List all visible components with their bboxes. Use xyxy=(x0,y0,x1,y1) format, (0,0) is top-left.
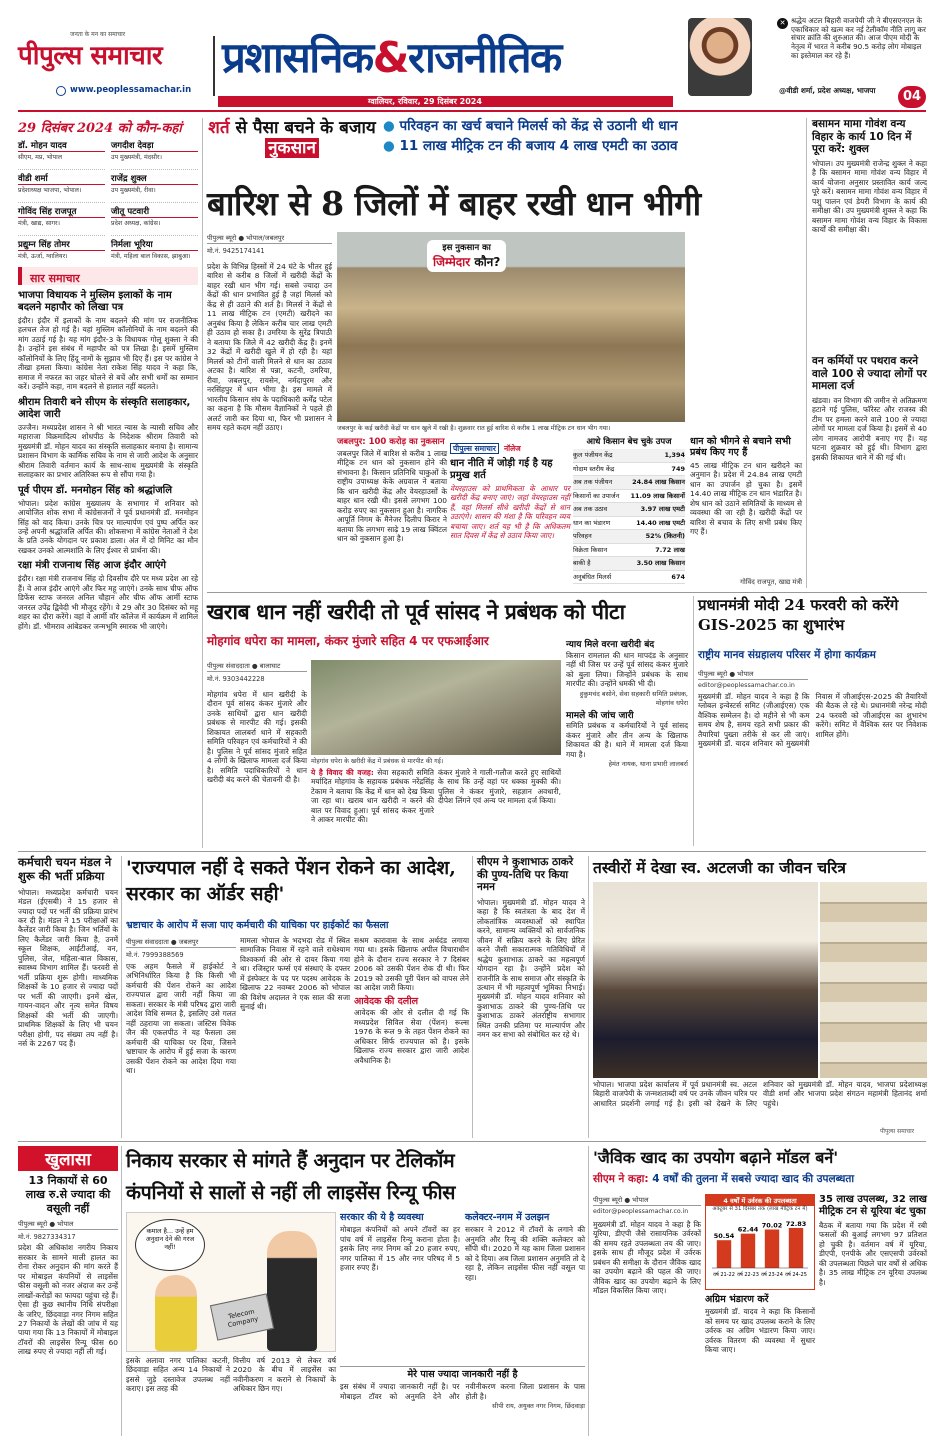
who-where-heading: 29 दिसंबर 2024 को कौन-कहां xyxy=(18,121,182,136)
cartoon-figure-right xyxy=(267,1231,317,1351)
stats-table-row xyxy=(573,503,685,517)
modi-byline-box xyxy=(698,668,808,690)
mohgaon-byline: पीपुल्स संवाददाता ● बालाघाट xyxy=(207,660,307,672)
chart-category-label: वर्ष 24-25 xyxy=(785,1271,807,1278)
lead-photo-tag xyxy=(427,240,506,272)
person-name: निर्मला भूरिया xyxy=(111,239,198,251)
chart-bar xyxy=(741,1234,755,1268)
modi-column-rule xyxy=(693,596,694,846)
stats-value: 3.97 लाख एमटी xyxy=(640,505,685,513)
who-where-grid xyxy=(18,140,198,269)
mohgaon-quote-box xyxy=(566,640,688,846)
person-place: मंत्री, महिला बाल विकास, झाबुआ। xyxy=(111,253,191,260)
who-where-person xyxy=(111,206,198,236)
atal-caption: भोपाल। भाजपा प्रदेश कार्यालय में पूर्व प्रधानमंत्री स्व. अटल बिहारी वाजपेयी के जन्मशताब्दी वर्ष पर उनके जीवन चरित्र पर आधारित प्रदर्शनी लगाई गई है। इसी को देखने के लिए शनिवार को मुख्यमंत्री डॉ. मोहन यादव, भाजपा प्रदेशाध्यक्ष वीडी शर्मा और भाजपा प्रदेश संगठन महामंत्री हितानंद शर्मा पहुंचे। xyxy=(593,1080,927,1108)
jaivik-col2-box xyxy=(705,1294,815,1436)
fertilizer-chart xyxy=(705,1194,815,1290)
saar-item-title: पूर्व पीएम डॉ. मनमोहन सिंह को श्रद्धांजलि xyxy=(18,484,172,496)
saar-item-body: इंदौर। रक्षा मंत्री राजनाथ सिंह दो दिवसीय दौरे पर मध्य प्रदेश आ रहे हैं। वे आज इंदौर आएंगे और फिर महू जाएंगे। उनके साथ चीफ ऑफ डिफेंस स्टाफ जनरल अनिल चौहान और चीफ ऑफ आर्मी स्टाफ जनरल उपेंद्र द्विवेदी भी मौजूद रहेंगे। वे 29 और 30 दिसंबर को महू शहर का दौरा करेंगे। वहां वे आर्मी वॉर कॉलेज में कार्यक्रम में शामिल होंगे। डॉ. भीमराव आंबेडकर जन्मभूमि स्मारक भी जाएंगे। xyxy=(18,574,198,631)
atal-credit: पीपुल्स समाचार xyxy=(880,1128,915,1135)
jaivik-col3: बैठक में बताया गया कि प्रदेश में रबी फसलों की बुआई लगभग 97 प्रतिशत हो चुकी है। वर्तमान वर्ष में यूरिया, डीएपी, एनपीके और एसएसपी उर्वरकों की उपलब्धता पिछले चार वर्षों से अधिक है। 35 लाख मीट्रिक टन यूरिया उपलब्ध है। xyxy=(819,1221,927,1287)
bullet-1-text: परिवहन का खर्च बचाने मिलर्स को केंद्र से उठानी थी धान xyxy=(399,118,678,134)
photo-tag-line-2: जिम्मेदार xyxy=(433,255,471,269)
stats-table-title: आधे किसान बेच चुके उपज xyxy=(586,437,672,447)
chart-bar xyxy=(789,1228,803,1268)
who-where-box xyxy=(18,118,198,258)
kushabhau-rule xyxy=(472,856,473,1138)
saar-samachar-text: सार समाचार xyxy=(30,272,80,285)
lead-body-col2 xyxy=(207,410,332,588)
who-where-person xyxy=(18,173,105,203)
brand-logo[interactable]: पीपुल्स समाचार xyxy=(18,41,163,71)
mohgaon-headline: खराब धान नहीं खरीदी तो पूर्व सांसद ने प्रबंधक को पीटा xyxy=(207,599,625,624)
jaivik-byline-box xyxy=(593,1194,701,1218)
pension-col1: एक अहम फैसले में हाईकोर्ट ने अभिनिर्धारित किया है कि किसी भी कर्मचारी की पेंशन रोकने का आदेश राज्यपाल द्वारा जारी नहीं किया जा सकता। सरकार के मंत्री परिषद द्वारा जारी आदेश विधि सम्मत है, इसलिए उसे गलत नहीं ठहराया जा सकता। जस्टिस विवेक जैन की एकलपीठ ने यह फैसला उस कर्मचारी की याचिका पर दिया, जिसने भ्रष्टाचार के आरोप में हुई सजा के कारण उसकी पेंशन रोकने का आदेश दिया गया था। xyxy=(126,962,236,1076)
person-place: उप मुख्यमंत्री, रीवा। xyxy=(111,187,156,194)
telecom-col3-title: सरकार की ये है व्यवस्था xyxy=(340,1212,424,1223)
modi-sub: राष्ट्रीय मानव संग्रहालय परिसर में होगा कार्यक्रम xyxy=(698,649,876,661)
saar-list xyxy=(18,290,198,860)
right-story-1 xyxy=(812,118,927,350)
brand-tagline: जनता के मन का समाचार xyxy=(70,31,126,38)
who-where-person xyxy=(18,206,105,236)
pension-sub: भ्रष्टाचार के आरोप में सजा पाए कर्मचारी की याचिका पर हाईकोर्ट का फैसला xyxy=(126,920,389,931)
section-title-amp: & xyxy=(372,33,408,82)
stats-label: अब तक उठाव xyxy=(573,505,608,513)
right-story-2-body: खंडवा। वन विभाग की जमीन से अतिक्रमण हटाने गई पुलिस, फॉरेस्ट और राजस्व की टीम पर हमला करने वाले 100 से ज्यादा लोगों पर मामला दर्ज किया है। इसमें से 40 लोग नामजद आरोपी बनाए गए हैं। यह घटना शुक्रवार को हुई थी। विभाग द्वारा इसकी शिकायत थाने में की गई थी। xyxy=(812,395,927,462)
stats-label: बाकी है xyxy=(573,559,591,567)
telecom-col4: सरकार ने 2012 में टॉवरों के लगाने की अनुमति और रिन्यू की शक्ति कलेक्टर को सौंपी थी। 2020 में यह काम जिला प्रशासन को दे दिया। अब जिला प्रशासन अनुमति तो दे रहा है, लेकिन लाइसेंस फीस नहीं वसूल पा रहा। xyxy=(465,1225,585,1282)
globe-icon xyxy=(56,86,66,96)
modi-email: editor@peoplessamachar.co.in xyxy=(698,682,795,689)
saar-item-body: उज्जैन। मध्यप्रदेश शासन ने श्री भारत न्यास के न्यासी सचिव और महाराजा विक्रमादित्य शोधपीठ के निदेशक श्रीराम तिवारी को मुख्यमंत्री डॉ. मोहन यादव का संस्कृति सलाहकार बनाया है। सामान्य प्रशासन विभाग के कार्मिक सचिव के नाम से जारी आदेश के अनुसार श्रीराम तिवारी वर्तमान कार्य के साथ-साथ मुख्यमंत्री के संस्कृति सलाहकार का प्रभार अतिरिक्त रूप से सौंपा गया है। xyxy=(18,422,198,480)
karmchari-body: भोपाल। मध्यप्रदेश कर्मचारी चयन मंडल (ईएसबी) ने 15 हजार से ज्यादा पदों पर भर्ती की प्रक्रिया प्रारंभ कर दी है। मंडल ने 15 परीक्षाओं का कैलेंडर जारी किया है। जिन भर्तियों के लिए कैलेंडर जारी किया है, उनमें स्कूल शिक्षक, आईटीआई, वन, पुलिस, जेल, महिला-बाल विकास, स्वास्थ्य विभाग शामिल हैं। फरवरी से भर्ती प्रक्रिया शुरू होगी। माध्यमिक शिक्षकों के 10 हजार से ज्यादा पदों पर भर्ती की जाएगी। इनमें खेल, गायन-वादन और नृत्य समेत विषय शिक्षकों की भर्ती की जाएगी। प्राथमिक शिक्षकों के लिए भी चयन परीक्षा होगी, पद संख्या तय नहीं है। नर्स के 2267 पद हैं। xyxy=(18,887,118,1049)
lead-kicker xyxy=(207,118,377,178)
bullet-dot-icon: ● xyxy=(383,118,395,134)
section-title-part-1: प्रशासनिक xyxy=(222,33,373,82)
chart-bar xyxy=(765,1229,779,1268)
person-name: जीतू पटवारी xyxy=(111,206,198,218)
person-name: गोविंद सिंह राजपूत xyxy=(18,206,105,218)
stats-table-row xyxy=(573,544,685,558)
karmchari-box xyxy=(18,856,118,1138)
telecom-quote-by: सीपी राय, अयुक्त नगर निगम, छिंदवाड़ा xyxy=(492,1402,585,1411)
stats-label: गोदाम स्तरीय केंद्र xyxy=(573,464,615,473)
khulasa-body: प्रदेश की अधिकांश नगरीय निकाय सरकार के सामने माली हालत का रोना रोकर अनुदान की मांग करते हैं पर मोबाइल कंपनियों से लाइसेंस फीस वसूली को नजर अंदाज कर उन्हें लाखों-करोड़ों का फायदा पहुंचा रहे हैं। ऐसा ही कुछ स्थानीय निधि संपरीक्षा के जरिए, छिंदवाड़ा नगर निगम सहित 27 निकायों के लेखों की जांच में यह पाया गया कि 13 निकायों में मोबाइल टॉवरों की लाइसेंस रिन्यू फीस 60 लाख रुपए से ज्यादा नहीं ली गई। xyxy=(18,1243,118,1357)
stats-table-row xyxy=(573,530,685,544)
stats-label: अब तक पंजीयन xyxy=(573,478,613,486)
kushabhau-body: भोपाल। मुख्यमंत्री डॉ. मोहन यादव ने कहा है कि स्वतंत्रता के बाद देश में लोकतांत्रिक व्यवस्थाओं को स्थापित करने, सामान्य व्यक्तियों को सार्वजनिक जीवन में सक्रिय करने के लिए प्रेरित करने जैसी सकारात्मक गतिविधियों में श्रद्धेय कुशाभाऊ ठाकरे का महत्वपूर्ण योगदान रहा है। उन्होंने प्रदेश को राजनीति के साथ समाज और संस्कृति के उत्थान में भी महत्वपूर्ण भूमिका निभाई। मुख्यमंत्री डॉ. मोहन यादव शनिवार को कुशाभाऊ ठाकरे की पुण्य-तिथि पर कुशाभाऊ ठाकरे अंतर्राष्ट्रीय सभागार स्थित उनकी प्रतिमा पर माल्यार्पण और नमन कर सभा को संबोधित कर रहे थे। xyxy=(477,897,585,1040)
saar-samachar-label xyxy=(18,267,198,285)
niti-tag-2: नॉलेज xyxy=(503,444,521,453)
mohgaon-quote-body-2: समिति प्रबंधक व कर्मचारियों ने पूर्व सांसद कंकर मुंजारे और तीन अन्य के खिलाफ शिकायत की है। थाने में मामला दर्ज किया गया है। xyxy=(566,721,688,759)
khulasa-box xyxy=(18,1146,118,1436)
who-where-person xyxy=(18,140,105,170)
saar-item-body: भोपाल। प्रदेश कांग्रेस मुख्यालय के सभागार में शनिवार को आयोजित शोक सभा में कांग्रेसजनों ने पूर्व प्रधानमंत्री डॉ. मनमोहन सिंह को याद किया। उनके चित्र पर माल्यार्पण एवं पुष्प अर्पित कर उन्हें अपनी श्रद्धांजलि अर्पित की। शोकसभा में कांग्रेस नेताओं ने देश के प्रति उनके योगदान पर प्रकाश डाला। अंत में दो मिनिट का मौन रखकर उनको आत्मशांति के लिए ईश्वर से प्रार्थना की। xyxy=(18,498,198,555)
right-story-2-title: वन कर्मियों पर पथराव करने वाले 100 से ज्यादा लोगों पर मामला दर्ज xyxy=(812,355,927,393)
chart-bar xyxy=(717,1240,731,1268)
telecom-col4-box xyxy=(465,1212,585,1362)
jabalpur-title: जबलपुर: 100 करोड़ का नुकसान xyxy=(337,437,445,447)
telecom-col3: मोबाइल कंपनियों को अपने टॉवरों का हर पांच वर्ष में लाइसेंस रिन्यू कराना होता है। इसके लिए नगर निगम को 20 हजार रुपए, नगर पालिका में 15 और नगर परिषद में 5 हजार रुपए हैं। xyxy=(340,1225,460,1273)
stats-value: 24.84 लाख किसान xyxy=(632,478,685,486)
person-name: जगदीश देवड़ा xyxy=(111,140,198,152)
chart-value-label: 50.54 xyxy=(713,1232,735,1241)
khulasa-byline: पीपुल्स ब्यूरो ● भोपाल xyxy=(18,1218,118,1230)
stats-table-row xyxy=(573,476,685,490)
cartoon-speech-text: कमाल है... उन्हें हम अनुदान देने की गरज नहीं! xyxy=(145,1227,195,1251)
saar-item-title: भाजपा विधायक ने मुस्लिम इलाकों के नाम बदलने महापौर को लिखा पत्र xyxy=(18,290,172,313)
pension-headline: 'राज्यपाल नहीं दे सकते पेंशन रोकने का आदेश, सरकार का ऑर्डर सही' xyxy=(126,857,456,905)
kicker-word-c: नुकसान xyxy=(265,138,319,158)
saar-item xyxy=(18,485,198,556)
stats-value: 749 xyxy=(671,464,685,473)
right-column-rule xyxy=(806,118,807,588)
chart-category-label: वर्ष 21-22 xyxy=(713,1271,735,1278)
minister-side-body: 45 लाख मीट्रिक टन धान खरीदने का अनुमान है। प्रदेश में 24.84 लाख एमटी धान का उपार्जन हो चुका है। इसमें 14.40 लाख मीट्रिक टन धान भंडारित है। शेष धान को उठाने समितियों के माध्यम से व्यवस्था की जा रही है। खरीदी केंद्रों पर बारिश से बचाव के लिए सभी प्रबंध किए गए हैं। xyxy=(690,460,802,537)
modi-body: मुख्यमंत्री डॉ. मोहन यादव ने कहा है कि ग्लोबल इन्वेस्टर्स समिट (जीआईएस) एक वैश्विक सम्मेलन है। दो महीने से भी कम समय शेष है, समय रहते सभी प्रकार की तैयारियां पुख्ता तरीके से कर ली जाएं। मुख्यमंत्री डॉ. यादव शनिवार को मुख्यमंत्री निवास में जीआईएस-2025 की तैयारियों की बैठक ले रहे थे। प्रधानमंत्री नरेन्द्र मोदी 24 फरवरी को जीआईएस का शुभारंभ करेंगे। समिट में वैश्विक स्तर पर निवेशक शामिल होंगे। xyxy=(698,692,927,749)
niti-box xyxy=(450,436,570,586)
chart-value-label: 62.44 xyxy=(737,1225,759,1234)
lead-bullets xyxy=(383,118,685,178)
atal-photo-main[interactable] xyxy=(593,882,818,1078)
mohgaon-quote-title-2: मामले की जांच जारी xyxy=(566,710,634,721)
pension-byline-box xyxy=(126,936,236,960)
mid-rule-1 xyxy=(207,592,927,593)
stats-table-row xyxy=(573,517,685,531)
who-where-person xyxy=(111,239,198,269)
stats-table xyxy=(573,449,685,584)
pension-col3-b: आवेदक की ओर से दलील दी गई कि मध्यप्रदेश सिविल सेवा (पेंशन) रूल्स 1976 के रूल 9 के तहत पेंशन रोकने का अधिकार सिर्फ राज्यपाल को है। इसके खिलाफ राज्य सरकार द्वारा जारी आदेश अवैधानिक है। xyxy=(354,1008,469,1065)
niti-tag: पीपुल्स समाचार xyxy=(450,443,499,454)
khulasa-title: 13 निकायों से 60 लाख रु.से ज्यादा की वसूली नहीं xyxy=(25,1174,111,1215)
stats-label: विक्रेता किसान xyxy=(573,545,608,554)
saar-item-title: रक्षा मंत्री राजनाथ सिंह आज इंदौर आएंगे xyxy=(18,560,167,572)
saar-item xyxy=(18,397,198,480)
saar-item xyxy=(18,290,198,392)
telecom-quote-box xyxy=(340,1366,585,1436)
saar-item xyxy=(18,560,198,631)
section-title xyxy=(222,28,561,85)
website-link[interactable]: www.peoplessamachar.in xyxy=(70,85,192,95)
mohgaon-col1: मोहगांव धपेरा में धान खरीदी के दौरान पूर्व सांसद कंकर मुंजारे और उनके साथियों द्वारा धान खरीदी प्रबंधक से मारपीट की गई। इसकी शिकायत लालबर्रा थाने में सहकारी समिति परिवहन एवं कर्मचारियों ने की है। पुलिस ने पूर्व सांसद मुंजारे सहित 4 लोगों के खिलाफ मामला दर्ज किया है। समिति पदाधिकारियों ने धान खरीदी बंद करने की चेतावनी दी है। xyxy=(207,690,307,785)
mohgaon-quote-title: न्याय मिले वरना खरीदी बंद xyxy=(566,640,655,650)
stats-label: अनुबंधित मिलर्स xyxy=(573,572,612,581)
cartoon-case-label: Telecom Company xyxy=(227,1307,260,1330)
cartoon-briefcase xyxy=(210,1293,274,1340)
person-name: प्रद्युम्न सिंह तोमर xyxy=(18,239,105,251)
right-story-2 xyxy=(812,355,927,587)
bullet-2-text: 11 लाख मीट्रिक टन की बजाय 4 लाख एमटी का उठाव xyxy=(399,137,678,154)
minister-side-byline: गोविंद राजपूत, खाद्य मंत्री xyxy=(740,577,802,586)
jaivik-col3-title: 35 लाख उपलब्ध, 32 लाख मीट्रिक टन से यूरिया बंट चुका xyxy=(819,1194,927,1217)
chart-plot xyxy=(706,1214,814,1282)
masthead-divider xyxy=(213,36,215,96)
stats-table-row xyxy=(573,449,685,463)
lead-headline: बारिश से 8 जिलों में बाहर रखी धान भीगी xyxy=(207,184,701,223)
khulasa-label: खुलासा xyxy=(18,1146,118,1171)
stats-label: किसानों का उपार्जन xyxy=(573,491,620,500)
mohgaon-quote-body: किसान रामलाल की धान मापदंड के अनुसार नहीं थी जिस पर उन्हें पूर्व सांसद कंकर मुंजारे को बुला लिया। जिन्होंने प्रबंधक के साथ मारपीट की। उन्होंने धमकी भी दी। xyxy=(566,650,688,689)
kushabhau-title: सीएम ने कुशाभाऊ ठाकरे की पुण्य-तिथि पर किया नमन xyxy=(477,856,574,894)
right-story-1-body: भोपाल। उप मुख्यमंत्री राजेन्द्र शुक्ल ने कहा है कि बसामन मामा गोवंश वन्य विहार में कार्य योजना अनुसार प्रस्तावित कार्य जल्द पूरे करें। बसामन मामा गोवंश वन्य विहार में पशु पालन एवं डेयरी विभाग के कार्य की समीक्षा की। उप मुख्यमंत्री शुक्ल ने कहा कि बसामन मामा गोवंश वन्य विहार के विकास कार्यों की समीक्षा की। xyxy=(812,158,927,235)
stats-label: परिवहन xyxy=(573,532,592,540)
niti-body: वेयरहाउस को प्राथमिकता के आधार पर खरीदी केंद्र बनाए जाएं। जहां वेयरहाउस नहीं हैं, वहां मिलर्स सीधे खरीदी केंद्रों से धान उठाएंगे। शासन की मंशा है कि परिवहन व्यय बचाया जाए। शर्त यह भी है कि अधिकतम सात दिवस में केंद्र से उठाव किया जाए। xyxy=(450,484,570,541)
mohgaon-byline-box xyxy=(207,660,307,690)
lead-bullet-2 xyxy=(383,136,685,158)
mohgaon-photo-caption: मोहगांव धपेरा के खरीदी केंद्र में प्रबंधक से मारपीट की गई। xyxy=(311,758,444,765)
chart-value-label: 70.02 xyxy=(761,1221,783,1230)
telecom-col3-box xyxy=(340,1212,460,1362)
stats-value: 52% (कितनी) xyxy=(645,532,685,540)
jaivik-sub-a: सीएम ने कहा: xyxy=(593,1173,649,1185)
person-place: सीएम, मप्र, भोपाल xyxy=(18,154,63,161)
chart-category-label: वर्ष 22-23 xyxy=(737,1271,759,1278)
lead-mobile: मो.नं. 9425174141 xyxy=(207,247,265,255)
stats-value: 3.50 लाख किसान xyxy=(636,559,685,567)
mohgaon-col2-text: सेवा सहकारी समिति मर्यादित मोहगांव के सहायक प्रबंधक नरेंद्रसिंह टेकाम ने बताया कि केंद्र में धान को देख किया जा रहा था। खराब धान खरीदी न करने की बात पर विवाद हुआ। पूर्व सांसद कंकर मुंजारे ने आकर मारपीट की। xyxy=(311,768,434,825)
jaivik-col2: मुख्यमंत्री डॉ. यादव ने कहा कि किसानों को समय पर खाद उपलब्ध कराने के लिए उर्वरक का अग्रिम भंडारण किया जाए। उर्वरक वितरण की व्यवस्था में सुधार किया जाए। xyxy=(705,1307,815,1355)
telecom-col2: वित्तीय वर्ष 2013 से लेकर वर्ष 2020 के बीच में लाइसेंस का नवीनीकरण न कराने से निकायों के अधिकार छिन गए। xyxy=(233,1356,336,1394)
lead-photo-paddy-sacks[interactable] xyxy=(337,232,685,422)
mohgaon-sub: मोहगांव धपेरा का मामला, कंकर मुंजारे सहित 4 पर एफआईआर xyxy=(207,634,489,648)
page-number: 04 xyxy=(898,86,926,108)
stats-value: 674 xyxy=(671,572,685,581)
pension-col3: सश्रम कारावास के साथ अर्थदंड लगाया गया था। इसके खिलाफ अपील विचाराधीन होने के दौरान राज्य सरकार ने 7 दिसंबर 2006 को उसकी पेंशन रोक दी थी। फिर 2019 को उसकी पूरी पेंशन को वापस लेने का आदेश जारी किया। xyxy=(354,936,469,993)
photo-tag-line-1: इस नुकसान का xyxy=(442,243,491,253)
minister-side-box xyxy=(690,436,802,588)
stats-value: 7.72 लाख xyxy=(655,545,685,554)
jaivik-sub xyxy=(593,1172,927,1188)
pension-col3-box xyxy=(354,936,469,1136)
kicker-word-a: शर्त xyxy=(208,118,230,138)
mid-rule-2 xyxy=(18,851,926,852)
modi-byline: पीपुल्स ब्यूरो ● भोपाल xyxy=(698,668,808,680)
saar-item-body: इंदौर। इंदौर में इलाकों के नाम बदलने की मांग पर राजनीतिक हलचल तेज हो गई है। यहां मुस्लिम कॉलोनियों के नाम बदलने की मांग उठाई गई है। यह मांग इंदौर-3 के विधायक गोलू शुक्ला ने की है। उन्होंने इस संबंध में महापौर को पत्र लिखा है। इसमें मुस्लिम कॉलोनियों के लिए हिंदू नामों के सुझाव भी दिए हैं। इस पर कांग्रेस ने तीखा हमला किया। कांग्रेस नेता राकेश सिंह यादव ने कहा कि, समाज में नफरत का जहर घोलने से बचें और सभी धर्मों का सम्मान करें। उन्होंने कहा, नाम बदलने से हालात नहीं बदलते। xyxy=(18,316,198,392)
jaivik-headline: 'जैविक खाद का उपयोग बढ़ाने मॉडल बनें' xyxy=(593,1148,839,1167)
jabalpur-body: जबलपुर जिले में बारिश से करीब 1 लाख मीट्रिक टन धान को नुकसान होने की संभावना है। किसान प्रतिनिधि चाकुओं के राष्ट्रीय उपाध्यक्ष केके अग्रवाल ने बताया कि धान खरीदी केंद्र और वेयरहाउसों के बाहर धान रखी थी। इससे लगभग 100 करोड़ रुपए का नुकसान हुआ है। नागरिक आपूर्ति निगम के मैनेजर दिलीप किरार ने बताया कि लगभग साढ़े 19 लाख क्विंटल धान को नुकसान हुआ है। xyxy=(337,449,447,544)
stats-table-row xyxy=(573,571,685,585)
stats-value: 11.09 लाख किसानों xyxy=(630,491,685,500)
x-icon: ✕ xyxy=(777,18,788,29)
cartoon-figure-left xyxy=(155,1275,197,1351)
lead-body-col1: प्रदेश के विभिन्न हिस्सों में 24 घंटे के भीतर हुई बारिश से करीब 8 जिलों में खरीदी केंद्रों के बाहर रखी धान भीग गई। सबसे ज्यादा उन केंद्रों की धान प्रभावित हुई है जहां मिलर्स को केंद्र से ही उठाने की शर्त है। मिलर्स ने केंद्रों से 11 लाख मीट्रिक टन (एमटी) खरीदने का अनुबंध किया है लेकिन करीब चार लाख एमटी ही उठाव हो सका है। उमरिया के सुरेंद्र त्रिपाठी ने बताया कि जिले में 42 खरीदी केंद्र हैं। इनमें 32 केंद्रों में खरीदी खुले में हो रही है। यहां मिलर्स को टीनों वाली मिलने से धान का उठाव अटका है। बारिश से पन्ना, कटनी, उमरिया, रीवा, जबलपुर, रायसेन, नर्मदापुरम और नरसिंहपुर में धान भीगा है। इस मामले में भारतीय किसान संघ के पदाधिकारी कर्मेंद्र पटेल का कहना है कि मौसम वैज्ञानिकों ने पहले ही अलर्ट जारी कर दिया था, फिर भी प्रशासन ने समय रहते कदम नहीं उठाए। xyxy=(207,262,332,432)
mohgaon-mobile: मो.नं. 9303442228 xyxy=(207,675,265,683)
mohgaon-quote-by: हुकुमचंद बसोने, सेवा सहकारी समिति प्रबंधक, मोहगांव धपेरा xyxy=(579,689,688,707)
mohgaon-col3: कंकर मुंजारे ने गाली-गलौज करते हुए साथियों के साथ कि उन्हें वहां पर धक्का मुक्की की। पुलिस ने कंकर मुंजारे, सहज्ञान अवधारी, दीपेश लिंगने एवं अन्य पर मामला दर्ज किया। xyxy=(438,768,561,806)
stats-table-box xyxy=(573,436,685,586)
bottom-rule xyxy=(18,1141,926,1142)
person-name: वीडी शर्मा xyxy=(18,173,105,185)
who-where-person xyxy=(18,239,105,269)
who-where-person xyxy=(111,173,198,203)
person-place: प्रदेश अध्यक्ष, कांग्रेस। xyxy=(111,220,161,227)
tweet-text: श्रद्धेय अटल बिहारी वाजपेयी जी ने बीएसएनएल के एकाधिकार को खत्म कर नई टेलीकॉम नीति लागू कर संचार क्रांति की शुरुआत की। आज पीएम मोदी के नेतृत्व में भारत ने करीब 90.5 करोड़ लोग मोबाइल का इस्तेमाल कर रहे हैं। xyxy=(791,16,926,60)
mohgaon-quote-by-2: हेमंत नायक, थाना प्रभारी लालबर्रा xyxy=(608,760,688,769)
khulasa-rule xyxy=(121,1146,122,1436)
stats-table-row xyxy=(573,463,685,477)
stats-value: 1,394 xyxy=(664,451,685,459)
kicker-word-b: से पैसा बचने के बजाय xyxy=(235,118,376,138)
telecom-headline-1: निकाय सरकार से मांगते हैं अनुदान पर टेलिकॉम xyxy=(126,1149,455,1172)
kushabhau-box xyxy=(477,856,585,1138)
karmchari-rule xyxy=(121,856,122,1138)
khulasa-mobile: मो.नं. 9827334317 xyxy=(18,1233,76,1242)
dateline: ग्वालियर, रविवार, 29 दिसंबर 2024 xyxy=(368,97,482,106)
telecom-headline-2: कंपनियों से सालों से नहीं ली लाइसेंस रिन्यू फीस xyxy=(126,1181,456,1204)
lead-byline-box xyxy=(207,232,332,262)
right-story-1-title: बसामन मामा गोवंश वन्य विहार के कार्य 10 दिन में पूरा करें: शुक्ल xyxy=(812,118,912,156)
lead-photo-caption: जबलपुर के कई खरीदी केंद्रों पर धान खुले में रखी है। शुक्रवार रात हुई बारिश से करीब 1 लाख मीट्रिक टन धान भीग गया। xyxy=(337,425,611,432)
pension-col2: मामला भोपाल के भदभदा रोड में स्थित सामाजिक निवास में रहने वाले राधेश्याम विश्वकर्मा की ओर से दायर किया गया था। रजिस्ट्रार फर्म्स एवं संस्थाएं के दफ्तर में इंस्पेक्टर के पद पर पदस्थ आवेदक के खिलाफ 22 नवम्बर 2006 को भोपाल की विशेष अदालत ने एक साल की सजा सुनाई थी। xyxy=(240,936,350,1012)
jaivik-sub-b: 4 वर्षों की तुलना में सबसे ज्यादा खाद की उपलब्धता xyxy=(652,1173,855,1185)
chart-category-label: वर्ष 23-24 xyxy=(761,1271,783,1278)
lead-byline: पीपुल्स ब्यूरो ● भोपाल/जबलपुर xyxy=(207,232,332,244)
stats-label: धान का भंडारण xyxy=(573,518,611,527)
jaivik-rule xyxy=(588,1146,589,1436)
karmchari-title: कर्मचारी चयन मंडल ने शुरू की भर्ती प्रक्रिया xyxy=(18,855,112,883)
mohgaon-col2 xyxy=(311,768,434,846)
tweet-avatar xyxy=(688,18,752,96)
stats-table-row xyxy=(573,490,685,504)
niti-title: धान नीति में जोड़ी गई है यह प्रमुख शर्त xyxy=(450,458,553,481)
who-where-person xyxy=(111,140,198,170)
telecom-col1: इसके अलावा नगर पालिका कटनी, छिंदवाड़ा सहित अन्य 14 निकायों ने इससे जुड़े दस्तावेज उपलब्ध नहीं कराए। इस तरह की xyxy=(126,1356,230,1394)
jaivik-col3-box xyxy=(819,1194,927,1436)
telecom-col4-title: कलेक्टर-नगम में उलझन xyxy=(465,1212,550,1223)
cartoon-speech-bubble xyxy=(135,1219,205,1271)
atal-photo-exhibit[interactable] xyxy=(820,882,927,1078)
minister-side-title: धान को भीगने से बचाने सभी प्रबंध किए गए हैं xyxy=(690,436,791,459)
person-name: डॉ. मोहन यादव xyxy=(18,140,105,152)
mohgaon-photo[interactable] xyxy=(311,660,561,755)
masthead-rule xyxy=(18,110,926,112)
tweet-author: @वीडी शर्मा, प्रदेश अध्यक्ष, भाजपा xyxy=(779,86,876,95)
pension-mobile: मो.नं. 7999388569 xyxy=(126,951,184,959)
masthead xyxy=(0,0,945,108)
jabalpur-box xyxy=(337,436,447,586)
lead-bullet-1 xyxy=(383,118,685,136)
person-place: मंत्री, खाद्य, सागर। xyxy=(18,220,61,227)
pension-byline: पीपुल्स संवाददाता ● जबलपुर xyxy=(126,936,236,948)
chart-note: अक्टूबर से 31 दिसंबर तक (लाख मीट्रिक टन में) xyxy=(712,1206,808,1212)
jaivik-col1: मुख्यमंत्री डॉ. मोहन यादव ने कहा है कि यूरिया, डीएपी जैसे रासायनिक उर्वरकों की समय रहते उपलब्धता तय की जाए। इसके साथ ही मौजूद प्रदेश में उर्वरक प्रबंधन की समीक्षा के दौरान जैविक खाद का उपयोग बढ़ाने की पहल की जाए। जैविक खाद का उपयोग बढ़ाने के लिए मॉडल विकसित किया जाए। xyxy=(593,1220,701,1296)
telecom-quote-title: मेरे पास ज्यादा जानकारी नहीं है xyxy=(407,1369,518,1380)
mohgaon-col2-tag: ये है विवाद की वजह: xyxy=(311,768,374,777)
left-column-rule xyxy=(202,118,203,848)
jaivik-byline: पीपुल्स ब्यूरो ● भोपाल xyxy=(593,1194,701,1206)
person-place: मंत्री, ऊर्जा, ग्वालियर। xyxy=(18,253,68,260)
stats-table-row xyxy=(573,557,685,571)
stats-label: कुल पंजीयन केंद्र xyxy=(573,451,613,459)
chart-value-label: 72.83 xyxy=(785,1219,807,1228)
person-place: प्रदेशाध्यक्ष भाजपा, भोपाल। xyxy=(18,187,82,194)
stats-value: 14.40 लाख एमटी xyxy=(636,518,685,527)
saar-item-title: श्रीराम तिवारी बने सीएम के संस्कृति सलाहकार, आदेश जारी xyxy=(18,396,191,420)
photo-tag-line-3: कौन? xyxy=(474,255,501,269)
jaivik-email: editor@peoplessamachar.co.in xyxy=(593,1208,689,1215)
person-place: उप मुख्यमंत्री, मंदसौर। xyxy=(111,154,162,161)
atal-rule xyxy=(588,856,589,1138)
chart-title: 4 वर्षों में उर्वरक की उपलब्धता xyxy=(706,1195,814,1206)
person-name: राजेंद्र शुक्ल xyxy=(111,173,198,185)
pension-col3-title: आवेदक की दलील xyxy=(354,995,419,1007)
section-title-part-2: राजनीतिक xyxy=(407,33,561,82)
atal-headline: तस्वीरों में देखा स्व. अटलजी का जीवन चरित्र xyxy=(593,858,846,877)
telecom-cartoon[interactable] xyxy=(126,1212,336,1352)
modi-headline: प्रधानमंत्री मोदी 24 फरवरी को करेंगे GIS-2025 का शुभारंभ xyxy=(698,596,899,634)
jaivik-col2-title: अग्रिम भंडारण करें xyxy=(705,1294,769,1305)
bullet-dot-icon: ● xyxy=(383,137,395,154)
telecom-quote-body: इस संबंध में ज्यादा जानकारी नहीं है। पर मोबाइल टॉवर को अनुमति देने और नवीनीकरण करना जिला प्रशासन के पास होती है। xyxy=(340,1382,585,1401)
